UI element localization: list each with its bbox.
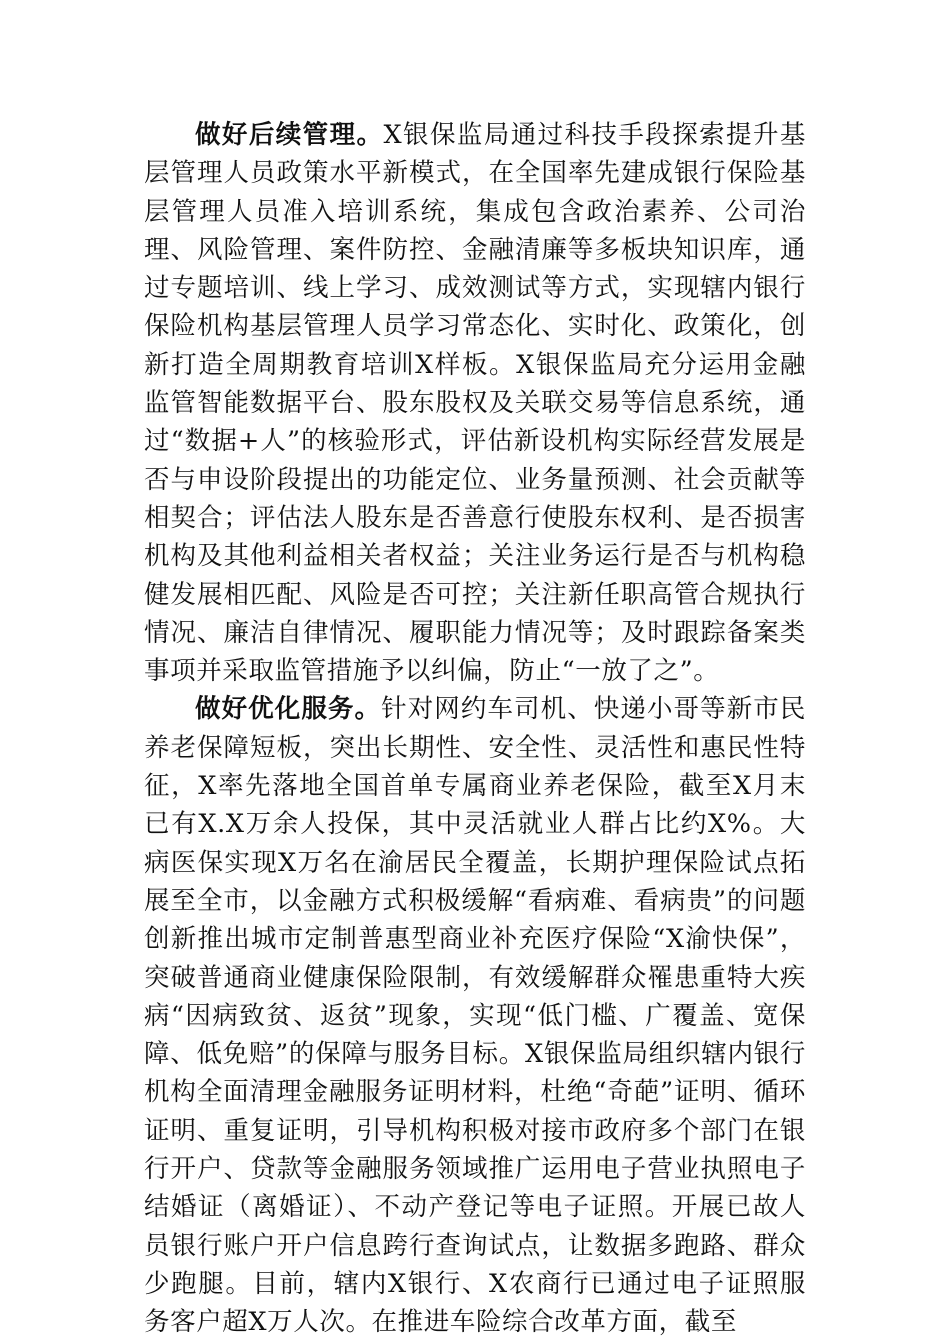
paragraph-follow-up-management	[144, 116, 806, 690]
document-body	[144, 116, 806, 1342]
paragraph-text: X银保监局通过科技手段探索提升基层管理人员政策水平新模式，在全国率先建成银行保险基层管理人员准入培训系统，集成包含政治素养、公司治理、风险管理、案件防控、金融清廉等多板块知识库，通过专题培训、线上学习、成效测试等方式，实现辖内银行保险机构基层管理人员学习常态化、实时化、政策化，创新打造全周期教育培训X样板。X银保监局充分运用金融监管智能数据平台、股东股权及关联交易等信息系统，通过“数据+人”的核验形式，评估新设机构实际经营发展是否与申设阶段提出的功能定位、业务量预测、社会贡献等相契合；评估法人股东是否善意行使股东权利、是否损害机构及其他利益相关者权益；关注业务运行是否与机构稳健发展相匹配、风险是否可控；关注新任职高管合规执行情况、廉洁自律情况、履职能力情况等；及时跟踪备案类事项并采取监管措施予以纠偏，防止“一放了之”。	[144, 120, 807, 687]
paragraph-text: 针对网约车司机、快递小哥等新市民养老保障短板，突出长期性、安全性、灵活性和惠民性特征，X率先落地全国首单专属商业养老保险，截至X月末已有X.X万余人投保，其中灵活就业人群占比约X%。大病医保实现X万名在渝居民全覆盖，长期护理保险试点拓展至全市，以金融方式积极缓解“看病难、看病贵”的问题创新推出城市定制普惠型商业补充医疗保险“X渝快保”，突破普通商业健康保险限制，有效缓解群众罹患重特大疾病“因病致贫、返贫”现象，实现“低门槛、广覆盖、宽保障、低免赔”的保障与服务目标。X银保监局组织辖内银行机构全面清理金融服务证明材料，杜绝“奇葩”证明、循环证明、重复证明，引导机构积极对接市政府多个部门在银行开户、贷款等金融服务领域推广运用电子营业执照电子结婚证（离婚证）、不动产登记等电子证照。开展已故人员银行账户开户信息跨行查询试点，让数据多跑路、群众少跑腿。目前，辖内X银行、X农商行已通过电子证照服务客户超X万人次。在推进车险综合改革方面，截至	[144, 694, 806, 1338]
paragraph-heading: 做好优化服务。	[195, 694, 382, 725]
paragraph-heading: 做好后续管理。	[195, 120, 384, 150]
paragraph-optimize-service	[144, 690, 806, 1341]
